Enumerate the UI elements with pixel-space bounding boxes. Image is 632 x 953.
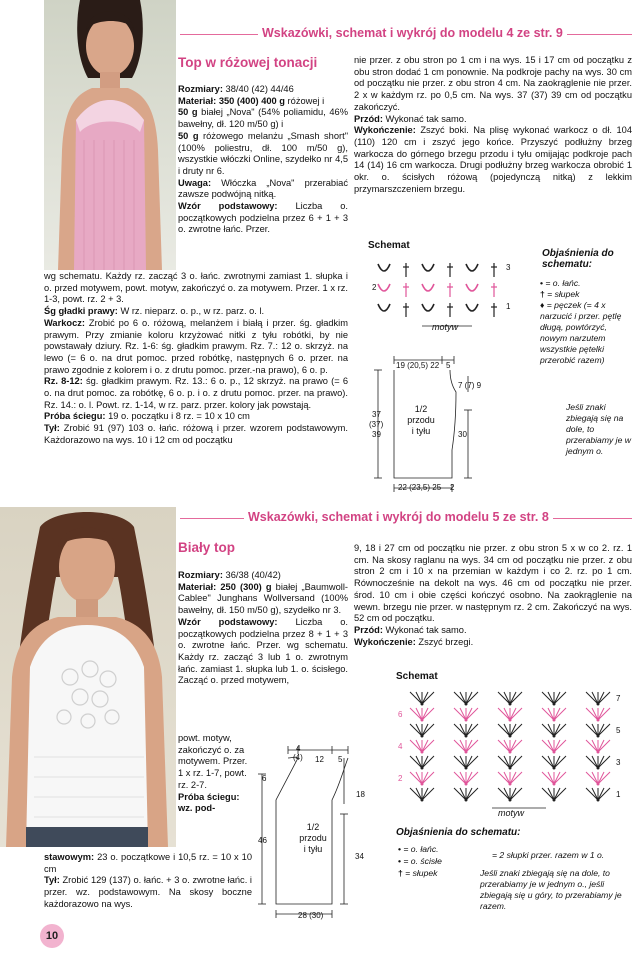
paragraph: Próba ściegu: 19 o. początku i 8 rz. = 10 x 10 cm: [44, 411, 250, 422]
legend-item: † = słupek: [540, 289, 580, 299]
paragraph: Tył: Zrobić 129 (137) o. łańc. + 3 o. zwrotne łańc. i przer. wz. podstawowym. Na skosy boczne każdorazowo na wys.: [44, 875, 252, 909]
legend-title-model-4: Objaśnienia do schematu:: [542, 248, 614, 270]
legend-note-model-5: Jeśli znaki zbiegają się na dole, to przerabiamy je w jednym o., jeśli zbiegają się u góry, to przerabiamy je razem.: [480, 868, 622, 911]
pattern-m4-center: [396, 404, 446, 437]
pattern-m5-right: 34: [355, 852, 364, 861]
legend-item: ♦ = pęczek (= 4 x narzucić i przer. pętlę długą, powtórzyć, nowym narzutem wszystkie pętelki przerobić razem): [540, 300, 622, 365]
pattern-label: i tyłu: [411, 426, 431, 436]
paragraph: Wykończenie: Zszyć brzegi.: [354, 636, 474, 647]
legend-list-model-5: [398, 843, 478, 879]
motyw-label-model-5: motyw: [498, 808, 525, 818]
legend-symbol-icon: •: [398, 856, 404, 866]
schemat-label-model-4: Schemat: [368, 240, 410, 251]
paragraph: Warkocz: Zrobić po 6 o. różową, melanżem i białą i przer. śg. gładkim prawym. Przy zmianie koloru krzyżować nitki z tyłu robótki, by nie powstawały dziury. Rz. 1-6: śg. gładkim prawym. Rz. 7.: 12 o. skrzyż. na lewo (= 6 o. na drut pomoc. przed robótkę, następnych 6 o. przer. na prawo zgodnie z kolorem i o. z drutu pomoc. przer.-na prawo), 6 o. p.: [44, 317, 348, 375]
pattern-m5-top-1: 4: [296, 744, 301, 753]
text-model-5-col1-wide: [44, 852, 252, 911]
paragraph: Rozmiary: 36/38 (40/42): [178, 570, 281, 580]
paragraph: wg schematu. Każdy rz. zacząć 3 o. łańc. zwrotnymi zamiast 1. słupka i o. przed motywem, powt. motyw, zakończyć o. za motywem. Przer. 1 x rz. 1-3, powt. rz. 2 + 3.: [44, 271, 348, 305]
paragraph: Materiał: 350 (400) 400 g różowej i: [178, 95, 325, 106]
paragraph: Materiał: 250 (300) g białej „Baumwoll-Cablee" Junghans Wollversand (100% bawełny, dł. 150 m/50 g), szydełko nr 3.: [178, 581, 348, 616]
row-label-2: 2: [372, 283, 377, 292]
paragraph: stawowym: 23 o. początkowe i 10,5 rz. = 10 x 10 cm: [44, 852, 252, 874]
text-model-5-col2: [354, 543, 632, 648]
pattern-m4-top-width: 19 (20,5) 22: [396, 361, 440, 370]
text-model-4-col1: [178, 84, 348, 236]
legend-item: • = o. ścisłe: [398, 856, 442, 866]
text-model-4-col1-wide: [44, 271, 348, 447]
pattern-label: 1/2: [306, 822, 320, 832]
paragraph: Przód: Wykonać tak samo.: [354, 113, 467, 124]
row-label-3: 3: [506, 263, 511, 272]
pattern-label: i tyłu: [303, 844, 323, 854]
text-model-5-col1-narrow: [178, 733, 252, 815]
legend-list-model-4: [540, 278, 632, 366]
woman-pink-top-illustration: [44, 0, 176, 270]
paragraph: nie przer. z obu stron po 1 cm i na wys. 15 i 17 cm od początku z obu stron dodać 1 cm ponownie. Na podkroje pachy na wys. 30 cm od początku nie przer. z obu stron 4 cm. Na zaokrąglenie nie przer. 2 x w każdym rz. po 0,5 cm. Na wys. 37 (37) 39 cm od początku zakończyć.: [354, 55, 632, 112]
row-label: 2: [398, 774, 403, 783]
paragraph: Śg gładki prawy: W rz. nieparz. o. p., w rz. parz. o. l.: [44, 306, 265, 317]
paragraph: Próba ściegu: wz. pod-: [178, 791, 240, 814]
woman-white-top-illustration: [0, 507, 176, 847]
legend-symbol-icon: •: [398, 844, 404, 854]
row-label: 1: [616, 790, 621, 799]
legend-note-model-4: Jeśli znaki zbiegają się na dole, to przerabiamy je w jednym o.: [566, 402, 631, 456]
pattern-m5-top-2: (4): [293, 753, 303, 762]
pattern-m4-right: 30: [458, 430, 467, 439]
paragraph: Uwaga: Włóczka „Nova" przerabiać zawsze podwójną nitką.: [178, 177, 348, 200]
legend-symbol-icon: ♦: [540, 300, 547, 310]
pattern-m4-top-small: 5: [446, 361, 451, 370]
pattern-label: 1/2: [414, 404, 428, 414]
row-label: 3: [616, 758, 621, 767]
pattern-m4-left-2: (37): [369, 420, 384, 429]
paragraph: powt. motyw, zakończyć o. za motywem. Przer. 1 x rz. 1-7, powt. rz. 2-7.: [178, 733, 248, 790]
row-label-1: 1: [506, 302, 511, 311]
legend-right-model-5: = 2 słupki przer. razem w 1 o.: [492, 850, 605, 860]
paragraph: Wzór podstawowy: Liczba o. początkowych podzielna przez 6 + 1 + 3 o. zwrotne łańc. Przer.: [178, 201, 349, 235]
pattern-m4-left-1: 37: [372, 410, 381, 419]
row-label: 6: [398, 710, 403, 719]
legend-title-model-5: Objaśnienia do schematu:: [396, 827, 521, 838]
pattern-label: przodu: [407, 415, 435, 425]
pattern-m5-top-3: 12: [315, 755, 324, 764]
paragraph: Rz. 8-12: śg. gładkim prawym. Rz. 13.: 6 o. p., 12 skrzyż. na prawo (= 6 o. na drut pomoc. za robótkę, 6 o. p. i o. z drutu pomoc. przer. na prawo). Rz. 14.: o. l. Powt. rz. 1-14, w rz. parz. przer. kolory jak powstają.: [44, 376, 348, 410]
pattern-m5-left: 46: [258, 836, 267, 845]
row-label: 4: [398, 742, 403, 751]
row-labels-model-5: [392, 684, 632, 816]
header-model-4: Wskazówki, schemat i wykrój do modelu 4 ze str. 9: [258, 26, 567, 40]
pattern-m5-bottom: 28 (30): [298, 911, 324, 920]
legend-item: † = słupek: [398, 868, 438, 878]
page-number: 10: [40, 924, 64, 948]
row-label: 7: [616, 694, 621, 703]
paragraph: Przód: Wykonać tak samo.: [354, 624, 467, 635]
motyw-label-model-4: motyw: [432, 322, 459, 332]
pattern-m4-bottom: 22 (23,5) 25: [398, 483, 442, 492]
schemat-label-model-5: Schemat: [396, 671, 438, 682]
legend-symbol-icon: •: [540, 278, 546, 288]
pattern-label: przodu: [299, 833, 327, 843]
paragraph: Rozmiary: 38/40 (42) 44/46: [178, 84, 294, 94]
text-model-5-col1: [178, 570, 348, 687]
pattern-m4-right-top: 7 (7) 9: [458, 381, 482, 390]
legend-symbol-icon: †: [540, 289, 548, 299]
pattern-m5-top-4: 5: [338, 755, 343, 764]
pattern-m4-bottom-small: 2: [450, 483, 455, 492]
photo-model-5: [0, 507, 176, 847]
pattern-m5-left-top: 6: [262, 774, 267, 783]
text-model-4-col2: [354, 55, 632, 195]
paragraph: 50 g białej „Nova" (54% poliamidu, 46% bawełny, dł. 120 m/50 g) i: [178, 107, 348, 130]
pattern-m4-left-3: 39: [372, 430, 381, 439]
legend-item: • = o. łańc.: [398, 844, 439, 854]
paragraph: 50 g różowego melanżu „Smash short" (100% poliestru, dł. 100 m/50 g), wszystkie włóczki Online, szydełko nr 4,5 i druty nr 6.: [178, 130, 348, 176]
row-label: 5: [616, 726, 621, 735]
pattern-m5-right-top: 18: [356, 790, 365, 799]
title-model-4: Top w różowej tonacji: [178, 55, 318, 70]
legend-symbol-icon: †: [398, 868, 406, 878]
paragraph: Wzór podstawowy: Liczba o. początkowych podzielna przez 8 + 1 + 3 o. zwrotne łańc. Przer. wg schematu. Każdy rz. zacząć 3 lub 1 o. zwrotnym łańc. zamiast 1. słupka lub 1. o. ścisłego. Zacząć o. przed motywem,: [178, 616, 349, 686]
pattern-m5-center: [286, 822, 340, 855]
photo-model-4: [44, 0, 176, 270]
legend-item: • = o. łańc.: [540, 278, 581, 288]
paragraph: Wykończenie: Zszyć boki. Na plisę wykonać warkocz o dł. 104 (110) 120 cm i zszyć jego końce. Przyszyć podłużny brzeg warkocza do górnego brzegu przodu i tyłu omijając podkroje pach 14 (14) 16 cm warkocza. Drugi podłużny brzeg warkocza obrobić 1 okr. o. ścisłych różową (pojedynczą nitką) z lekkim przymarszczeniem brzegu.: [354, 125, 632, 194]
paragraph: 9, 18 i 27 cm od początku nie przer. z obu stron 5 x w co 2. rz. 1 cm. Na skosy raglanu na wys. 34 cm od początku nie przer. z obu stron 2 cm i 10 x na przemian w każdym i co 2. rz. po 1 cm. Równocześnie na dekolt na wys. 46 cm od początku nie przer. środ. 10 cm i obie części kończyć osobno. Na zaokrąglenie na wewn. brzegu nie przer. w następnym rz. 2 cm. Zakończyć na wys. 52 cm od początku.: [354, 543, 632, 624]
header-model-5: Wskazówki, schemat i wykrój do modelu 5 ze str. 8: [244, 510, 553, 524]
paragraph: Tył: Zrobić 91 (97) 103 o. łańc. różową i przer. wzorem podstawowym. Każdorazowo na wys. 10 i 12 cm od początku: [44, 423, 348, 445]
title-model-5: Biały top: [178, 540, 236, 555]
